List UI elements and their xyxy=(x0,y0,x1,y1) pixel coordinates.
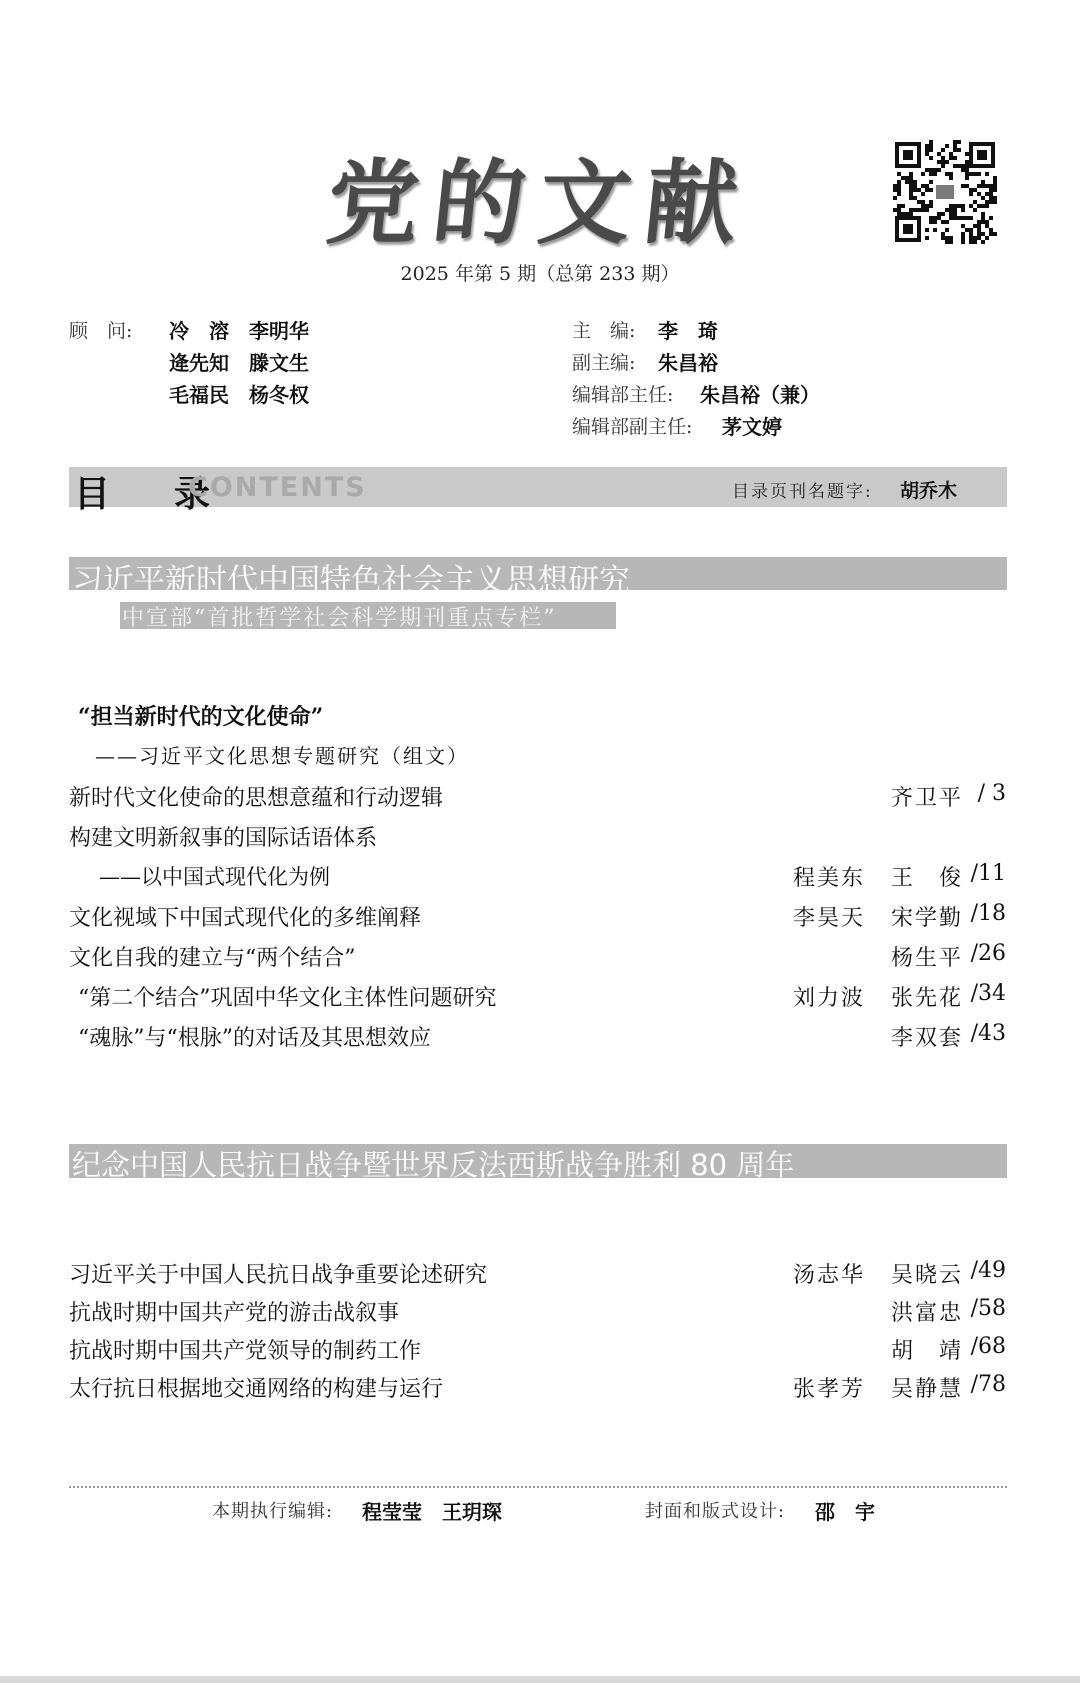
dept-deputy: 茅文婷 xyxy=(722,415,782,439)
advisors-label: 顾 问: xyxy=(69,320,133,342)
deputy-editor: 朱昌裕 xyxy=(658,351,718,375)
toc-author: 李昊天 xyxy=(793,906,866,931)
deputy-editor-label: 副主编: xyxy=(572,352,636,374)
toc-page: / 3 xyxy=(977,781,1006,806)
toc-page: /49 xyxy=(970,1258,1006,1283)
toc-page: /34 xyxy=(970,981,1006,1006)
toc-entry[interactable]: “第二个结合”巩固中华文化主体性问题研究 xyxy=(78,986,497,1011)
group-subtitle: ——习近平文化思想专题研究（组文） xyxy=(95,744,469,768)
footer-divider xyxy=(69,1486,1007,1488)
toc-author: 王 俊 xyxy=(891,866,964,891)
toc-author: 杨生平 xyxy=(891,946,964,971)
toc-author: 刘力波 xyxy=(793,986,866,1011)
dept-deputy-label: 编辑部副主任: xyxy=(572,416,693,438)
toc-author: 齐卫平 xyxy=(891,786,964,811)
toc-entry[interactable]: 习近平关于中国人民抗日战争重要论述研究 xyxy=(69,1263,488,1288)
toc-page: /78 xyxy=(970,1372,1006,1397)
toc-author: 李双套 xyxy=(891,1026,964,1051)
toc-page: /58 xyxy=(970,1296,1006,1321)
toc-entry[interactable]: 太行抗日根据地交通网络的构建与运行 xyxy=(69,1377,444,1402)
design-label: 封面和版式设计: xyxy=(645,1501,786,1522)
designer: 邵 宇 xyxy=(815,1500,875,1524)
advisors-row-3: 毛福民 杨冬权 xyxy=(169,383,309,407)
issue-number: 2025 年第 5 期（总第 233 期） xyxy=(400,263,680,285)
advisors-row-1: 冷 溶 李明华 xyxy=(169,319,309,343)
contents-credit-name: 胡乔木 xyxy=(900,480,958,502)
toc-entry[interactable]: 新时代文化使命的思想意蕴和行动逻辑 xyxy=(69,786,444,811)
chief-editor-label: 主 编: xyxy=(572,320,636,342)
chief-editor: 李 琦 xyxy=(658,319,718,343)
journal-title: 党的文献 xyxy=(321,149,757,257)
exec-editors: 程莹莹 王玥琛 xyxy=(362,1500,502,1524)
contents-title-en: CONTENTS xyxy=(188,472,367,503)
toc-author: 程美东 xyxy=(793,866,866,891)
toc-page: /43 xyxy=(970,1021,1006,1046)
toc-entry[interactable]: “魂脉”与“根脉”的对话及其思想效应 xyxy=(78,1026,431,1051)
section-2-title: 纪念中国人民抗日战争暨世界反法西斯战争胜利 80 周年 xyxy=(72,1148,795,1182)
toc-entry[interactable]: 抗战时期中国共产党领导的制药工作 xyxy=(69,1339,422,1364)
toc-author: 吴静慧 xyxy=(891,1377,964,1402)
contents-title: 目 录 xyxy=(74,474,225,515)
dept-director: 朱昌裕（兼） xyxy=(700,383,820,407)
toc-author: 洪富忠 xyxy=(891,1301,964,1326)
toc-author: 张先花 xyxy=(891,986,964,1011)
toc-author: 汤志华 xyxy=(793,1263,866,1288)
toc-entry[interactable]: 抗战时期中国共产党的游击战叙事 xyxy=(69,1301,400,1326)
toc-page: /26 xyxy=(970,941,1006,966)
group-title: “担当新时代的文化使命” xyxy=(78,704,324,730)
toc-author: 张孝芳 xyxy=(793,1377,866,1402)
toc-entry[interactable]: 文化视域下中国式现代化的多维阐释 xyxy=(69,906,422,931)
advisors-row-2: 逄先知 滕文生 xyxy=(169,351,309,375)
toc-author: 胡 靖 xyxy=(891,1339,964,1364)
dept-director-label: 编辑部主任: xyxy=(572,384,674,406)
toc-author: 吴晓云 xyxy=(891,1263,964,1288)
toc-page: /11 xyxy=(970,861,1006,886)
toc-page: /18 xyxy=(970,901,1006,926)
qr-code xyxy=(893,140,997,244)
exec-editor-label: 本期执行编辑: xyxy=(212,1501,334,1522)
contents-credit-label: 目录页刊名题字: xyxy=(732,482,873,502)
toc-entry[interactable]: 文化自我的建立与“两个结合” xyxy=(69,946,356,971)
toc-author: 宋学勤 xyxy=(891,906,964,931)
section-1-title: 习近平新时代中国特色社会主义思想研究 xyxy=(72,563,630,599)
toc-entry[interactable]: 构建文明新叙事的国际话语体系 xyxy=(69,826,378,851)
toc-page: /68 xyxy=(970,1334,1006,1359)
toc-entry-subtitle[interactable]: ——以中国式现代化为例 xyxy=(78,865,330,889)
section-1-subtitle: 中宣部“首批哲学社会科学期刊重点专栏” xyxy=(122,606,557,631)
page-edge-strip xyxy=(0,1676,1080,1683)
